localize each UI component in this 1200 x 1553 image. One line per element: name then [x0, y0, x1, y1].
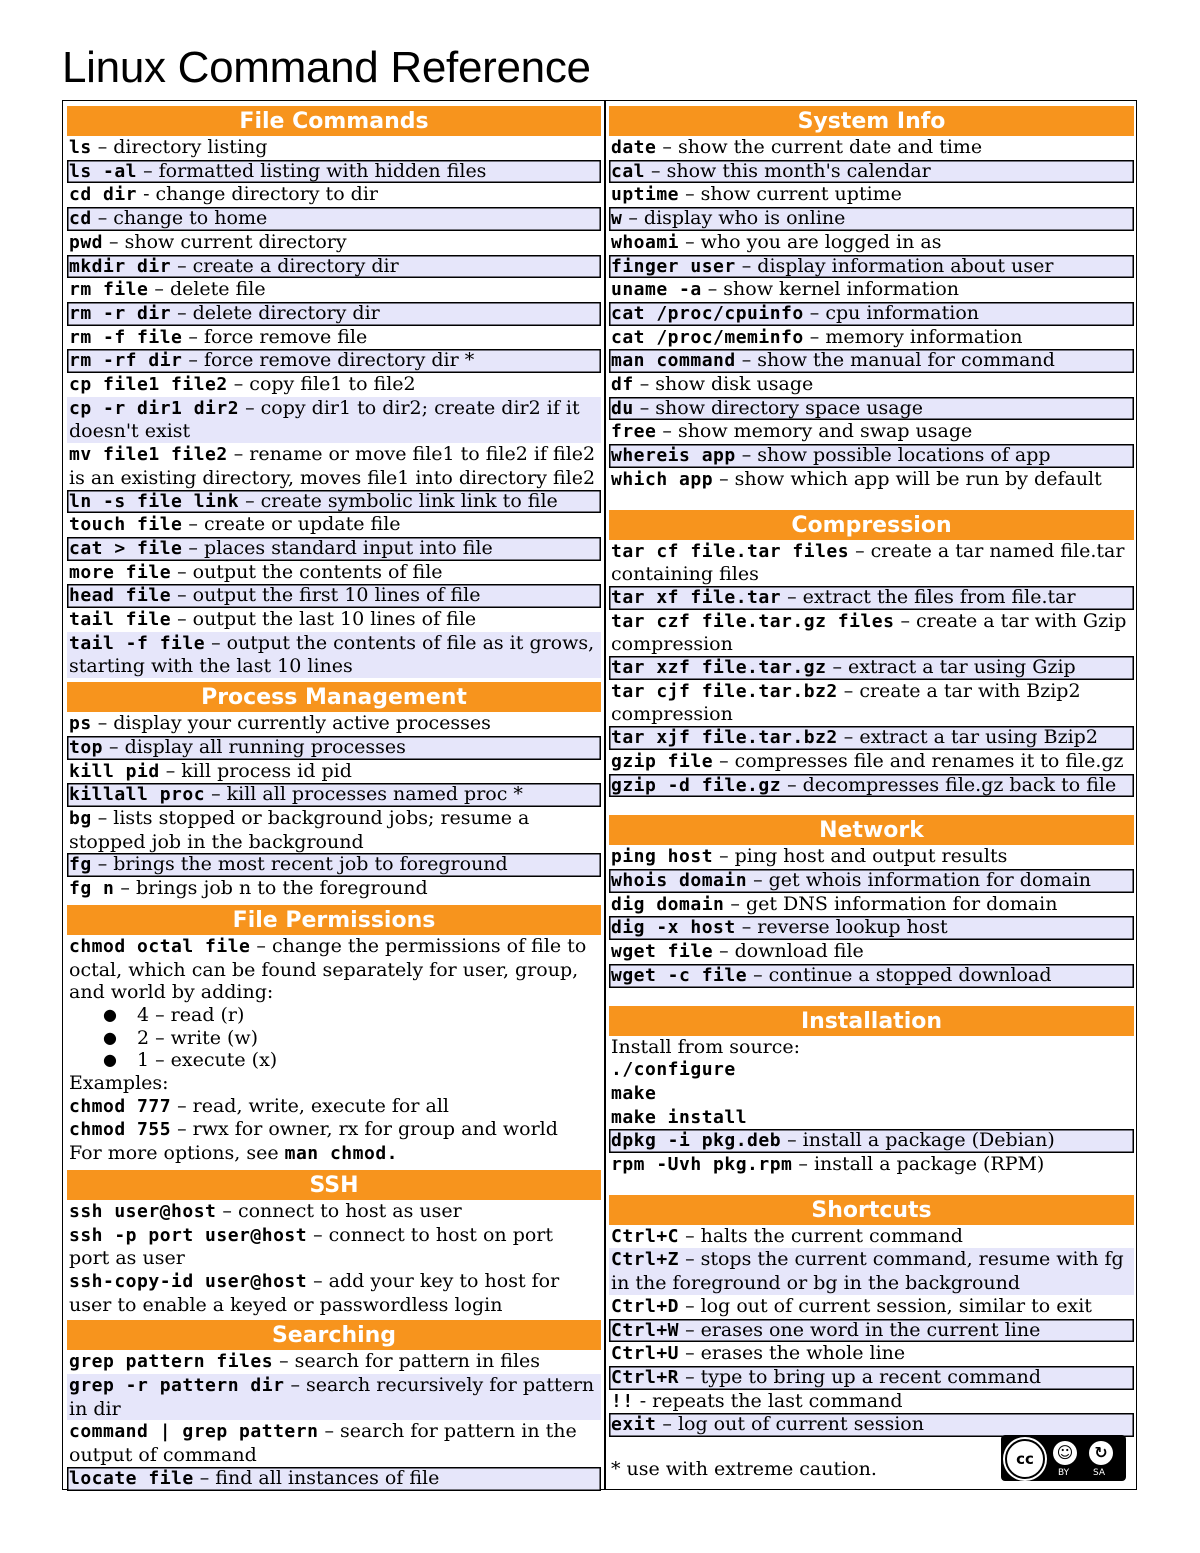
description: – install a package (Debian) — [781, 1129, 1055, 1152]
description: – create or update file — [182, 513, 401, 536]
command: cd — [69, 208, 92, 230]
description: – copy dir1 to dir2; create dir2 if it doesn't exist — [69, 396, 580, 443]
description: – directory listing — [91, 136, 268, 158]
description: – delete file — [148, 278, 266, 301]
description: – show disk usage — [633, 373, 814, 396]
install-step — [609, 1082, 1134, 1106]
command-row — [609, 964, 1134, 988]
description: – places standard input into file — [182, 536, 493, 559]
system-list — [609, 136, 1134, 492]
description: – rwx for owner, rx for group and world — [171, 1118, 558, 1141]
command: wget file — [611, 941, 714, 963]
command: more file — [69, 561, 172, 583]
description: – display all running processes — [103, 735, 406, 758]
description: – search for pattern in the output of command — [69, 1420, 577, 1467]
command-row — [609, 444, 1134, 468]
command-row — [609, 610, 1134, 656]
compression-list — [609, 540, 1134, 798]
description: – change the permissions of file to octal, which can be found separately for user, group, and world by adding: — [69, 934, 587, 1004]
command-row — [67, 1374, 601, 1420]
command-row — [609, 680, 1134, 726]
command: killall proc — [69, 784, 206, 806]
command-row — [609, 940, 1134, 964]
command-row — [609, 1319, 1134, 1343]
command-row — [67, 736, 601, 760]
examples-label: Examples: — [69, 1072, 169, 1095]
description: – show the manual for command — [735, 349, 1055, 372]
command-row — [609, 278, 1134, 302]
description: – extract a tar using Bzip2 — [837, 726, 1098, 749]
description: – copy file1 to file2 — [227, 373, 416, 396]
description: – show current directory — [103, 230, 347, 253]
command: Ctrl+W — [611, 1319, 680, 1341]
description: – add your key to host for user to enable a keyed or passwordless login — [69, 1269, 560, 1316]
command-row — [609, 586, 1134, 610]
description: – brings job n to the foreground — [114, 877, 428, 900]
section-header-ssh: SSH — [67, 1170, 601, 1200]
command: pwd — [69, 231, 104, 253]
command-row — [609, 774, 1134, 798]
description: – create a tar named file.tar containing files — [611, 539, 1125, 586]
command: uptime — [611, 184, 680, 206]
command-row — [67, 160, 601, 184]
description: – find all instances of file — [193, 1466, 440, 1489]
command-row — [609, 1129, 1134, 1153]
command-row — [609, 326, 1134, 350]
command-row — [67, 397, 601, 443]
description: – who you are logged in as — [679, 230, 942, 253]
command-row — [609, 869, 1134, 893]
command-row — [67, 1270, 601, 1316]
command: ln -s file link — [69, 490, 240, 512]
command-row — [67, 608, 601, 632]
description: – type to bring up a recent command — [679, 1365, 1042, 1388]
description: – log out of current session, similar to exit — [679, 1294, 1092, 1317]
command: Ctrl+C — [611, 1225, 680, 1247]
section-header-searching: Searching — [67, 1320, 601, 1350]
process-list — [67, 712, 601, 901]
description: – search recursively for pattern in dir — [69, 1374, 595, 1420]
command: rm file — [69, 279, 149, 301]
command: wget -c file — [611, 964, 748, 986]
command-row — [609, 397, 1134, 421]
command: free — [611, 421, 657, 443]
command-row — [609, 845, 1134, 869]
install-step — [609, 1058, 1134, 1082]
description: – create a tar with Gzip compression — [611, 609, 1127, 656]
description: – kill all processes named proc * — [205, 783, 523, 806]
command-row — [609, 349, 1134, 373]
description: For more options, see — [69, 1142, 285, 1165]
command: w — [611, 208, 623, 230]
command-row — [609, 916, 1134, 940]
command-row — [609, 420, 1134, 444]
command-row — [67, 490, 601, 514]
command: cat /proc/cpuinfo — [611, 302, 804, 324]
command: tar cf file.tar files — [611, 540, 850, 562]
description: – connect to host on port port as user — [69, 1223, 554, 1270]
description: – display who is online — [622, 207, 846, 230]
description: – stops the current command, resume with fg in the foreground or bg in the background — [611, 1248, 1124, 1295]
command: dig domain — [611, 893, 725, 915]
command-row — [609, 302, 1134, 326]
description: – halts the current command — [679, 1224, 963, 1247]
command-row — [67, 349, 601, 373]
bullet-text: 4 – read (r) — [137, 1003, 245, 1026]
description: – show the current date and time — [656, 136, 983, 158]
command-row — [609, 231, 1134, 255]
description: – output the last 10 lines of file — [171, 608, 477, 631]
permission-bullet — [67, 1004, 601, 1027]
by-label: BY — [1058, 1468, 1070, 1478]
command: cal — [611, 160, 646, 182]
description: – create symbolic link link to file — [239, 489, 558, 512]
command-row — [67, 561, 601, 585]
network-list — [609, 845, 1134, 987]
more-options — [67, 1142, 601, 1166]
command: ls — [69, 137, 92, 158]
command: uname -a — [611, 279, 702, 301]
attribution-icon: ☺ — [1053, 1441, 1077, 1465]
command-row — [609, 160, 1134, 184]
command-row — [67, 783, 601, 807]
section-header-file-commands: File Commands — [67, 106, 601, 136]
command-row — [67, 760, 601, 784]
description: – continue a stopped download — [747, 963, 1052, 986]
sa-label: SA — [1093, 1468, 1106, 1478]
right-column — [609, 102, 1134, 1437]
command-row — [609, 1390, 1134, 1414]
command: Ctrl+R — [611, 1366, 680, 1388]
cc-icon: cc — [1005, 1439, 1045, 1479]
command: make — [611, 1082, 657, 1104]
command-row — [67, 278, 601, 302]
permission-bullet — [67, 1049, 601, 1072]
command: chmod 777 — [69, 1095, 172, 1117]
command: ls -al — [69, 160, 138, 182]
command: tar czf file.tar.gz files — [611, 610, 895, 632]
description: – get whois information for domain — [747, 868, 1092, 891]
section-header-system: System Info — [609, 106, 1134, 136]
permission-bullet — [67, 1027, 601, 1050]
command-row — [609, 1225, 1134, 1249]
command: man command — [611, 350, 736, 372]
description: – show directory space usage — [633, 396, 924, 419]
section-header-installation: Installation — [609, 1006, 1134, 1036]
description: – brings the most recent job to foreground — [91, 853, 508, 876]
command: which app — [611, 468, 714, 490]
command-row — [67, 1200, 601, 1224]
install-step — [609, 1106, 1134, 1130]
shortcuts-list — [609, 1225, 1134, 1437]
command-row — [609, 1342, 1134, 1366]
description: – change to home — [91, 207, 268, 230]
section-header-shortcuts: Shortcuts — [609, 1195, 1134, 1225]
command: rm -rf dir — [69, 350, 183, 372]
command-row — [609, 893, 1134, 917]
command-row — [67, 807, 601, 853]
description: – delete directory dir — [171, 301, 380, 324]
command-row — [67, 584, 601, 608]
description: – search for pattern in files — [273, 1350, 541, 1373]
bullet-text: 2 – write (w) — [137, 1026, 259, 1049]
description: – erases the whole line — [679, 1342, 906, 1365]
share-alike-icon: ↻ — [1089, 1441, 1113, 1465]
command-row — [609, 1366, 1134, 1390]
command: cat /proc/meminfo — [611, 326, 804, 348]
command-row — [609, 468, 1134, 492]
chmod-example — [67, 1118, 601, 1142]
description: - change directory to dir — [137, 183, 378, 206]
description: – get DNS information for domain — [724, 892, 1058, 915]
command-row — [67, 537, 601, 561]
command: top — [69, 736, 104, 758]
chmod-entry — [67, 935, 601, 1004]
command: grep pattern files — [69, 1351, 274, 1373]
command-row — [67, 877, 601, 901]
command-row — [67, 183, 601, 207]
description: – connect to host as user — [216, 1199, 462, 1222]
command-row — [609, 255, 1134, 279]
command: head file — [69, 585, 172, 607]
command-row — [67, 632, 601, 678]
command-row — [609, 540, 1134, 586]
command: tail file — [69, 609, 172, 631]
command-row — [609, 136, 1134, 160]
description: – show which app will be run by default — [713, 467, 1102, 490]
command-row — [67, 207, 601, 231]
command: touch file — [69, 514, 183, 536]
command-row — [609, 1413, 1134, 1437]
description: – extract the files from file.tar — [781, 585, 1076, 608]
ssh-list — [67, 1200, 601, 1317]
description: – show current uptime — [679, 183, 902, 206]
command: rm -r dir — [69, 302, 172, 324]
description: – erases one word in the current line — [679, 1318, 1041, 1341]
description: – create a tar with Bzip2 compression — [611, 679, 1081, 726]
command: cp -r dir1 dir2 — [69, 397, 240, 419]
command-row — [67, 373, 601, 397]
command: ssh user@host — [69, 1200, 217, 1222]
command: chmod octal file — [69, 935, 251, 957]
section-header-compression: Compression — [609, 510, 1134, 540]
command: gzip -d file.gz — [611, 774, 782, 796]
command: man chmod. — [284, 1143, 398, 1165]
command: cat > file — [69, 537, 183, 559]
description: – display your currently active processes — [91, 712, 491, 735]
description: – lists stopped or background jobs; resume a stopped job in the background — [69, 806, 530, 853]
description: – create a directory dir — [171, 254, 399, 277]
command: locate file — [69, 1467, 194, 1489]
creative-commons-by-sa-icon — [1001, 1435, 1126, 1481]
description: – rename or move file1 to file2 if file2 is an existing directory, moves file1 into directory file2 — [69, 443, 596, 489]
command: mkdir dir — [69, 255, 172, 277]
command: tar xzf file.tar.gz — [611, 657, 827, 679]
command-row — [67, 1224, 601, 1270]
command-row — [67, 1467, 601, 1491]
command: whois domain — [611, 869, 748, 891]
command: du — [611, 397, 634, 419]
description: – force remove directory dir * — [182, 349, 475, 372]
searching-list — [67, 1350, 601, 1490]
command: cd dir — [69, 184, 138, 206]
command: whoami — [611, 231, 680, 253]
command-row — [67, 302, 601, 326]
command: tar xf file.tar — [611, 586, 782, 608]
description: – formatted listing with hidden files — [137, 159, 487, 182]
command-row — [67, 255, 601, 279]
page-title: Linux Command Reference — [62, 43, 591, 92]
section-header-network: Network — [609, 815, 1134, 845]
description: – force remove file — [182, 325, 368, 348]
command: ssh-copy-id user@host — [69, 1270, 308, 1292]
description: – extract a tar using Gzip — [826, 656, 1076, 679]
description: - repeats the last command — [633, 1389, 903, 1412]
command: gzip file — [611, 750, 714, 772]
command-row — [609, 656, 1134, 680]
command: exit — [611, 1414, 657, 1436]
command: chmod 755 — [69, 1119, 172, 1141]
command: mv file1 file2 — [69, 444, 228, 466]
command: dig -x host — [611, 917, 736, 939]
command: Ctrl+U — [611, 1343, 680, 1365]
command: ps — [69, 713, 92, 735]
description: – log out of current session — [656, 1413, 924, 1436]
command: make install — [611, 1106, 748, 1128]
command: cp file1 file2 — [69, 374, 228, 396]
command: Ctrl+D — [611, 1295, 680, 1317]
command-row — [609, 1153, 1134, 1177]
section-header-permissions: File Permissions — [67, 905, 601, 935]
chmod-example — [67, 1095, 601, 1119]
command-row — [67, 1350, 601, 1374]
command: tar xjf file.tar.bz2 — [611, 727, 838, 749]
bullet-text: 1 – execute (x) — [137, 1049, 278, 1072]
command-row — [609, 750, 1134, 774]
description: – show this month's calendar — [645, 159, 931, 182]
file-commands-list — [67, 136, 601, 678]
command: fg n — [69, 878, 115, 900]
command: grep -r pattern dir — [69, 1375, 285, 1397]
command-row — [67, 326, 601, 350]
description: – decompresses file.gz back to file — [781, 773, 1117, 796]
command-row — [609, 726, 1134, 750]
command: date — [611, 137, 657, 158]
command-row — [609, 373, 1134, 397]
description: – output the contents of file — [171, 560, 443, 583]
command: kill pid — [69, 760, 160, 782]
caution-footnote: * use with extreme caution. — [611, 1458, 877, 1480]
command-row — [609, 207, 1134, 231]
command: finger user — [611, 255, 736, 277]
description: – cpu information — [803, 301, 979, 324]
description: – download file — [713, 940, 864, 963]
command: ssh -p port user@host — [69, 1224, 308, 1246]
installation-list — [609, 1129, 1134, 1176]
description: – output the contents of file as it grows, starting with the last 10 lines — [69, 631, 595, 678]
description: – memory information — [803, 325, 1023, 348]
column-divider — [604, 101, 606, 1489]
command-row — [67, 136, 601, 160]
command: tail -f file — [69, 632, 206, 654]
left-column — [67, 102, 601, 1491]
command: bg — [69, 807, 92, 829]
section-header-process: Process Management — [67, 682, 601, 712]
command-row — [609, 183, 1134, 207]
command: !! — [611, 1390, 634, 1412]
description: – install a package (RPM) — [792, 1153, 1045, 1176]
command: command | grep pattern — [69, 1421, 319, 1443]
command: fg — [69, 854, 92, 876]
description: – output the first 10 lines of file — [171, 584, 481, 607]
command: dpkg -i pkg.deb — [611, 1130, 782, 1152]
command-row — [67, 443, 601, 489]
description: – show memory and swap usage — [656, 420, 973, 443]
description: – kill process id pid — [159, 759, 352, 782]
command-row — [67, 513, 601, 537]
command-row — [67, 853, 601, 877]
command-row — [67, 1420, 601, 1466]
command: rm -f file — [69, 326, 183, 348]
install-intro: Install from source: — [611, 1035, 801, 1058]
command: ping host — [611, 846, 714, 868]
description: – compresses file and renames it to file.gz — [713, 749, 1124, 772]
description: – display information about user — [735, 254, 1054, 277]
command: ./configure — [611, 1059, 736, 1081]
command-row — [609, 1295, 1134, 1319]
command-row — [609, 1248, 1134, 1294]
description: – show possible locations of app — [735, 444, 1051, 467]
description: – ping host and output results — [713, 845, 1008, 868]
description: – read, write, execute for all — [171, 1094, 449, 1117]
command: whereis app — [611, 445, 736, 467]
command: df — [611, 374, 634, 396]
command: tar cjf file.tar.bz2 — [611, 680, 838, 702]
command-row — [67, 231, 601, 255]
command: rpm -Uvh pkg.rpm — [611, 1154, 793, 1176]
description: – reverse lookup host — [735, 916, 948, 939]
command: Ctrl+Z — [611, 1249, 680, 1271]
description: – show kernel information — [701, 278, 960, 301]
command-row — [67, 712, 601, 736]
